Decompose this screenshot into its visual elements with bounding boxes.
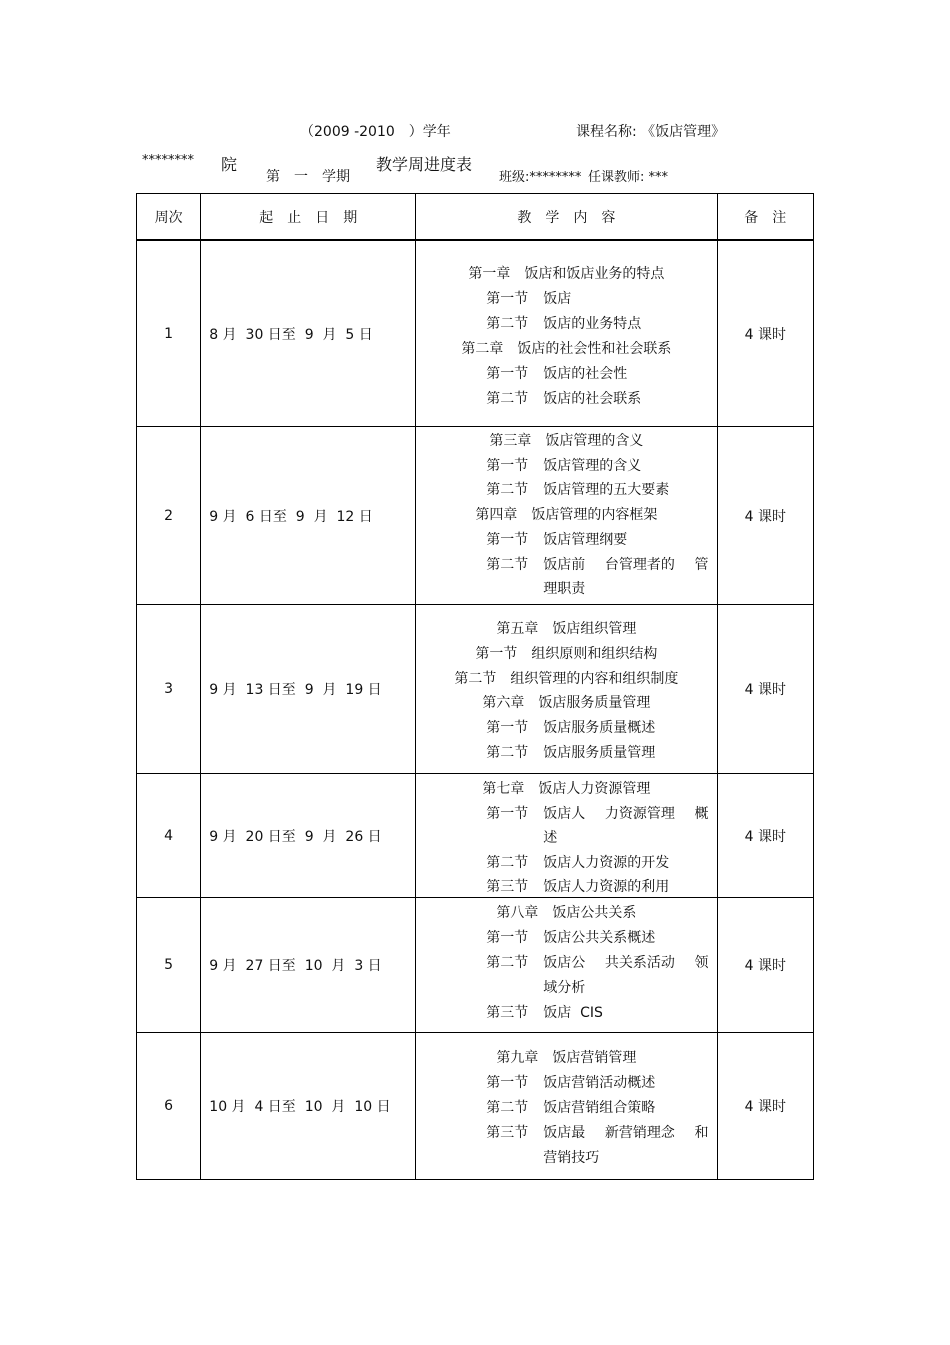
section-label: 第二节 xyxy=(486,482,529,499)
institute-label: 院 xyxy=(221,155,238,174)
date-range: 10 月 4 日至 10 月 10 日 xyxy=(201,1033,416,1180)
content-line: 第六章 饭店服务质量管理 xyxy=(482,695,651,712)
section-label: 第一节 xyxy=(486,457,529,474)
section-line xyxy=(486,1122,708,1142)
section-line xyxy=(486,288,571,308)
content-line: 第七章 饭店人力资源管理 xyxy=(482,781,651,797)
table-row xyxy=(137,427,814,605)
section-label: 第一节 xyxy=(486,720,529,737)
section-line xyxy=(486,717,655,737)
table-row xyxy=(137,240,814,427)
header-dates: 起 止 日 期 xyxy=(201,194,416,241)
section-label: 第一节 xyxy=(486,531,529,548)
section-label: 第一节 xyxy=(486,805,529,822)
section-line xyxy=(486,927,655,947)
section-title: 饭店管理纲要 xyxy=(543,531,628,548)
class-hours: 4 课时 xyxy=(717,427,813,605)
section-title-part: 力资源管理 xyxy=(604,805,675,822)
section-label: 第三节 xyxy=(486,879,529,895)
section-line xyxy=(486,363,627,383)
section-line xyxy=(486,876,669,896)
date-range: 9 月 6 日至 9 月 12 日 xyxy=(201,427,416,605)
section-title-continued: 述 xyxy=(543,830,558,846)
section-title: 饭店服务质量管理 xyxy=(543,745,656,761)
section-line xyxy=(486,742,655,762)
content-line: 第八章 饭店公共关系 xyxy=(496,905,637,921)
teacher-info: 任课教师: *** xyxy=(588,170,669,185)
section-line xyxy=(486,1002,603,1022)
section-label: 第二节 xyxy=(486,955,529,971)
section-label: 第三节 xyxy=(486,1125,529,1141)
section-label: 第二节 xyxy=(486,556,529,573)
section-label: 第二节 xyxy=(486,854,529,871)
school-year: （2009 -2010 ）学年 xyxy=(300,124,451,140)
content-line: 第一章 饭店和饭店业务的特点 xyxy=(468,266,665,282)
section-title: 饭店管理的五大要素 xyxy=(543,482,670,499)
section-title-part: 饭店最 xyxy=(543,1125,586,1141)
class-hours: 4 课时 xyxy=(717,1033,813,1180)
week-number: 1 xyxy=(137,240,201,427)
section-title: 饭店人力资源的开发 xyxy=(543,854,670,871)
table-header-row xyxy=(137,194,814,241)
header-week: 周次 xyxy=(137,194,201,241)
section-label: 第一节 xyxy=(486,291,529,307)
teaching-content xyxy=(416,240,717,427)
week-number: 3 xyxy=(137,605,201,774)
class-info: 班级:******** xyxy=(499,170,582,185)
section-title: 饭店的社会联系 xyxy=(543,391,642,407)
section-title: 饭店服务质量概述 xyxy=(543,720,656,737)
schedule-table xyxy=(136,193,814,1180)
teaching-content xyxy=(416,1033,717,1180)
section-line xyxy=(486,803,708,823)
section-title: 饭店 xyxy=(543,291,572,307)
section-line xyxy=(486,1097,655,1117)
section-label: 第二节 xyxy=(486,391,529,407)
section-label: 第二节 xyxy=(486,1100,529,1116)
section-title: 饭店的业务特点 xyxy=(543,316,642,332)
section-line xyxy=(486,852,669,872)
date-range: 9 月 27 日至 10 月 3 日 xyxy=(201,898,416,1033)
content-line: 第二节 组织管理的内容和组织制度 xyxy=(454,670,679,687)
content-line: 第一节 组织原则和组织结构 xyxy=(475,645,658,662)
class-hours: 4 课时 xyxy=(717,605,813,774)
section-title-part: 饭店前 xyxy=(543,556,586,573)
teaching-content xyxy=(416,605,717,774)
section-title: 饭店 CIS xyxy=(543,1005,603,1021)
section-line xyxy=(486,313,641,333)
section-label: 第二节 xyxy=(486,745,529,761)
section-label: 第二节 xyxy=(486,316,529,332)
section-title: 饭店人力资源的利用 xyxy=(543,879,670,895)
date-range: 8 月 30 日至 9 月 5 日 xyxy=(201,240,416,427)
class-hours: 4 课时 xyxy=(717,774,813,898)
section-title: 饭店营销活动概述 xyxy=(543,1075,656,1091)
teaching-content xyxy=(416,898,717,1033)
section-title-continued: 理职责 xyxy=(543,581,586,598)
section-title: 饭店营销组合策略 xyxy=(543,1100,656,1116)
section-title-part: 和 xyxy=(694,1125,709,1141)
content-line: 第九章 饭店营销管理 xyxy=(496,1050,637,1066)
institute-mask: ******** xyxy=(142,153,194,168)
section-line xyxy=(486,1072,655,1092)
content-line: 第二章 饭店的社会性和社会联系 xyxy=(461,341,672,357)
week-number: 6 xyxy=(137,1033,201,1180)
section-line xyxy=(486,529,627,549)
section-label: 第一节 xyxy=(486,1075,529,1091)
table-row xyxy=(137,1033,814,1180)
header-content: 教 学 内 容 xyxy=(416,194,717,241)
date-range: 9 月 20 日至 9 月 26 日 xyxy=(201,774,416,898)
teaching-content xyxy=(416,774,717,898)
week-number: 5 xyxy=(137,898,201,1033)
section-line xyxy=(486,479,669,499)
table-row xyxy=(137,774,814,898)
section-label: 第一节 xyxy=(486,366,529,382)
section-line xyxy=(486,388,641,408)
section-title-part: 共关系活动 xyxy=(604,955,675,971)
course-name: 课程名称: 《饭店管理》 xyxy=(576,124,726,140)
section-label: 第三节 xyxy=(486,1005,529,1021)
section-label: 第一节 xyxy=(486,930,529,946)
week-number: 4 xyxy=(137,774,201,898)
week-number: 2 xyxy=(137,427,201,605)
section-title: 饭店管理的含义 xyxy=(543,457,642,474)
header-note: 备 注 xyxy=(717,194,813,241)
content-line: 第三章 饭店管理的含义 xyxy=(489,433,644,449)
section-line xyxy=(486,455,641,475)
section-title-part: 领 xyxy=(694,955,709,971)
section-title-part: 管 xyxy=(694,556,709,573)
section-title-part: 新营销理念 xyxy=(604,1125,675,1141)
section-title: 饭店的社会性 xyxy=(543,366,628,382)
section-line xyxy=(486,554,708,574)
section-title: 饭店公共关系概述 xyxy=(543,930,656,946)
content-line: 第四章 饭店管理的内容框架 xyxy=(475,507,658,524)
table-title: 教学周进度表 xyxy=(376,155,473,174)
content-line: 第五章 饭店组织管理 xyxy=(496,621,637,637)
teaching-content xyxy=(416,427,717,605)
class-hours: 4 课时 xyxy=(717,898,813,1033)
section-title-part: 台管理者的 xyxy=(604,556,675,573)
section-line xyxy=(486,952,708,972)
class-hours: 4 课时 xyxy=(717,240,813,427)
section-title-part: 饭店人 xyxy=(543,805,586,822)
table-row xyxy=(137,605,814,774)
section-title-part: 概 xyxy=(694,805,709,822)
table-row xyxy=(137,898,814,1033)
date-range: 9 月 13 日至 9 月 19 日 xyxy=(201,605,416,774)
section-title-continued: 域分析 xyxy=(543,980,586,996)
semester: 第 一 学期 xyxy=(266,169,350,185)
section-title-continued: 营销技巧 xyxy=(543,1150,600,1166)
section-title-part: 饭店公 xyxy=(543,955,586,971)
